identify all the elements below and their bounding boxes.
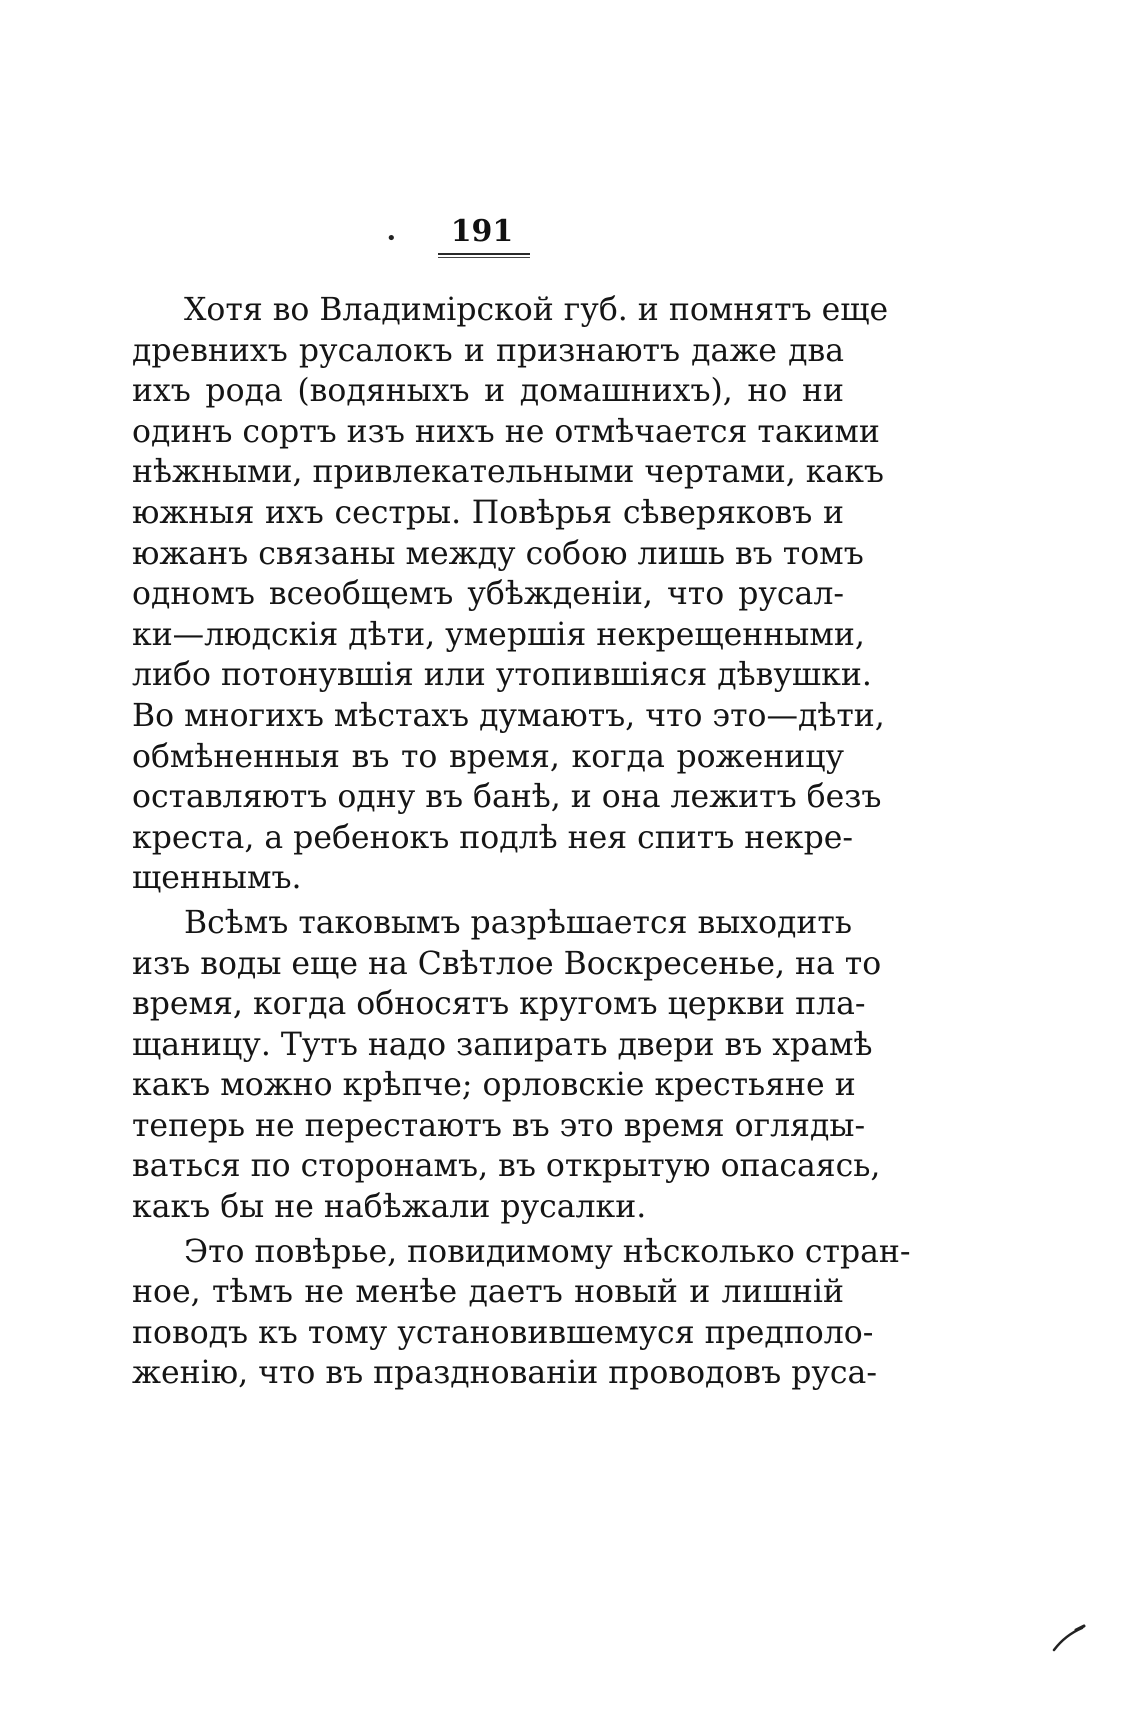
paragraph-1	[132, 290, 889, 899]
text-line: какъ бы не набѣжали русалки.	[132, 1189, 647, 1226]
text-line: поводъ къ тому установившемуся предполо-	[132, 1314, 874, 1351]
text-line: изъ воды еще на Свѣтлое Воскресенье, на то	[132, 945, 882, 982]
page-header	[380, 216, 560, 266]
text-line: Это повѣрье, повидимому нѣсколько стран-	[184, 1233, 911, 1270]
text-line: либо потонувшія или утопившіяся дѣвушки.	[132, 657, 872, 694]
text-line: женію, что въ празднованіи проводовъ руса-	[132, 1355, 877, 1392]
text-line: южанъ связаны между собою лишь въ томъ	[132, 535, 864, 572]
text-line: щаницу. Тутъ надо запирать двери въ храмѣ	[132, 1026, 873, 1063]
text-line: креста, а ребенокъ подлѣ нея спитъ некре-	[132, 819, 854, 856]
header-rule	[438, 253, 530, 255]
text-line: южныя ихъ сестры. Повѣрья сѣверяковъ и	[132, 494, 844, 531]
text-line: оставляютъ одну въ банѣ, и она лежитъ безъ	[132, 779, 882, 816]
text-line: ки—людскія дѣти, умершія некрещенными,	[132, 616, 865, 653]
page-number: 191	[450, 214, 514, 249]
text-line: какъ можно крѣпче; орловскіе крестьяне и	[132, 1067, 856, 1104]
text-line: Хотя во Владимірской губ. и помнятъ еще	[184, 292, 889, 328]
text-line: время, когда обносятъ кругомъ церкви пла-	[132, 986, 866, 1023]
text-line: теперь не перестаютъ въ это время огляды-	[132, 1107, 866, 1144]
text-line: Во многихъ мѣстахъ думаютъ, что это—дѣти,	[132, 697, 885, 734]
text-line: щеннымъ.	[132, 860, 302, 897]
header-bullet: •	[386, 228, 397, 249]
text-line: Всѣмъ таковымъ разрѣшается выходить	[184, 904, 853, 941]
text-line: ихъ рода (водяныхъ и домашнихъ), но ни	[132, 373, 844, 410]
pen-mark-icon	[1052, 1622, 1086, 1652]
text-line: одинъ сортъ изъ нихъ не отмѣчается такими	[132, 413, 880, 450]
text-line: ное, тѣмъ не менѣе даетъ новый и лишній	[132, 1274, 844, 1311]
header-rule-second	[438, 257, 530, 258]
text-line: обмѣненныя въ то время, когда роженицу	[132, 738, 844, 775]
text-line: ваться по сторонамъ, въ открытую опасаясь,	[132, 1148, 881, 1185]
body-text	[132, 290, 911, 1394]
paragraph-3	[132, 1232, 911, 1394]
paragraph-2	[132, 903, 882, 1228]
text-line: древнихъ русалокъ и признаютъ даже два	[132, 332, 844, 369]
text-line: одномъ всеобщемъ убѣжденіи, что русал-	[132, 576, 844, 613]
text-line: нѣжными, привлекательными чертами, какъ	[132, 454, 884, 491]
